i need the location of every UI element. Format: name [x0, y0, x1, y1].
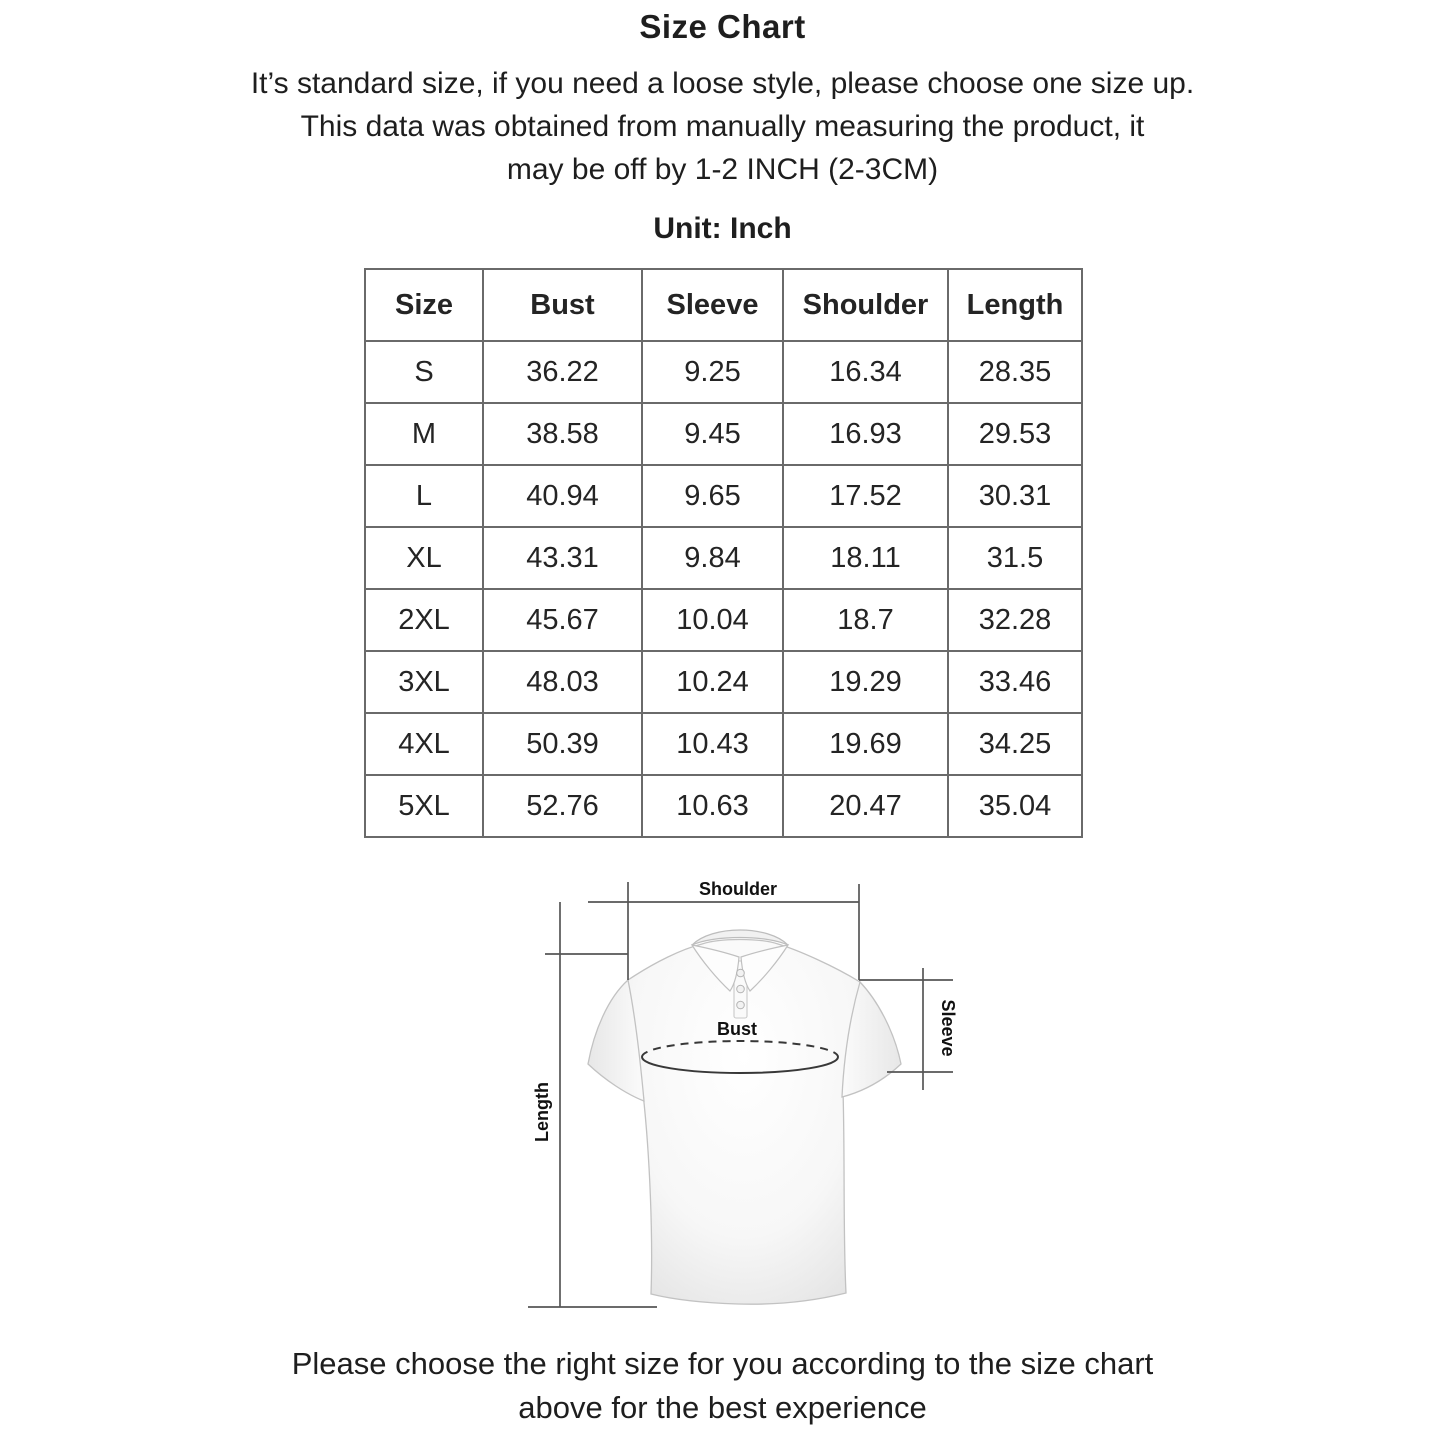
shirt-button	[737, 969, 745, 977]
description	[0, 62, 1445, 191]
value-cell: 18.11	[783, 527, 948, 589]
value-cell: 38.58	[483, 403, 642, 465]
value-cell: 36.22	[483, 341, 642, 403]
value-cell: 10.43	[642, 713, 783, 775]
value-cell: 35.04	[948, 775, 1082, 837]
value-cell: 43.31	[483, 527, 642, 589]
value-cell: 10.24	[642, 651, 783, 713]
footer-line: Please choose the right size for you according to the size chart	[291, 1346, 1154, 1381]
value-cell: 9.84	[642, 527, 783, 589]
value-cell: 17.52	[783, 465, 948, 527]
value-cell: 16.93	[783, 403, 948, 465]
table-row	[365, 713, 1082, 775]
value-cell: 20.47	[783, 775, 948, 837]
column-header: Bust	[483, 269, 642, 341]
value-cell: 30.31	[948, 465, 1082, 527]
table-row	[365, 403, 1082, 465]
value-cell: 19.69	[783, 713, 948, 775]
value-cell: 28.35	[948, 341, 1082, 403]
value-cell: 52.76	[483, 775, 642, 837]
size-table-body	[365, 341, 1082, 837]
value-cell: 10.63	[642, 775, 783, 837]
size-cell: 3XL	[365, 651, 483, 713]
value-cell: 34.25	[948, 713, 1082, 775]
shirt-button	[737, 985, 745, 993]
table-row	[365, 775, 1082, 837]
description-line: may be off by 1-2 INCH (2-3CM)	[506, 153, 939, 186]
value-cell: 9.25	[642, 341, 783, 403]
page-title: Size Chart	[639, 8, 806, 45]
shirt-measurement-diagram	[510, 865, 970, 1335]
footer-note	[0, 1342, 1445, 1430]
size-cell: M	[365, 403, 483, 465]
column-header: Length	[948, 269, 1082, 341]
sleeve-label: Sleeve	[938, 999, 958, 1057]
table-row	[365, 651, 1082, 713]
table-row	[365, 341, 1082, 403]
description-line: This data was obtained from manually measuring the product, it	[300, 110, 1145, 143]
column-header: Size	[365, 269, 483, 341]
value-cell: 32.28	[948, 589, 1082, 651]
shoulder-label: Shoulder	[698, 879, 778, 899]
size-table-head	[365, 269, 1082, 341]
unit-label: Unit: Inch	[653, 212, 792, 245]
value-cell: 16.34	[783, 341, 948, 403]
value-cell: 48.03	[483, 651, 642, 713]
shirt-button	[737, 1001, 745, 1009]
size-cell: S	[365, 341, 483, 403]
value-cell: 40.94	[483, 465, 642, 527]
value-cell: 31.5	[948, 527, 1082, 589]
value-cell: 10.04	[642, 589, 783, 651]
header-row	[365, 269, 1082, 341]
value-cell: 9.45	[642, 403, 783, 465]
table-row	[365, 465, 1082, 527]
value-cell: 33.46	[948, 651, 1082, 713]
column-header: Sleeve	[642, 269, 783, 341]
value-cell: 9.65	[642, 465, 783, 527]
column-header: Shoulder	[783, 269, 948, 341]
size-cell: L	[365, 465, 483, 527]
size-cell: 4XL	[365, 713, 483, 775]
value-cell: 45.67	[483, 589, 642, 651]
value-cell: 50.39	[483, 713, 642, 775]
polo-shirt-illustration	[588, 930, 901, 1304]
description-line: It’s standard size, if you need a loose style, please choose one size up.	[250, 67, 1195, 100]
value-cell: 18.7	[783, 589, 948, 651]
size-cell: 5XL	[365, 775, 483, 837]
table-row	[365, 589, 1082, 651]
size-cell: XL	[365, 527, 483, 589]
value-cell: 19.29	[783, 651, 948, 713]
table-row	[365, 527, 1082, 589]
size-cell: 2XL	[365, 589, 483, 651]
value-cell: 29.53	[948, 403, 1082, 465]
bust-label: Bust	[717, 1019, 757, 1039]
size-table	[364, 268, 1083, 838]
footer-line: above for the best experience	[518, 1390, 927, 1425]
length-label: Length	[532, 1082, 552, 1142]
